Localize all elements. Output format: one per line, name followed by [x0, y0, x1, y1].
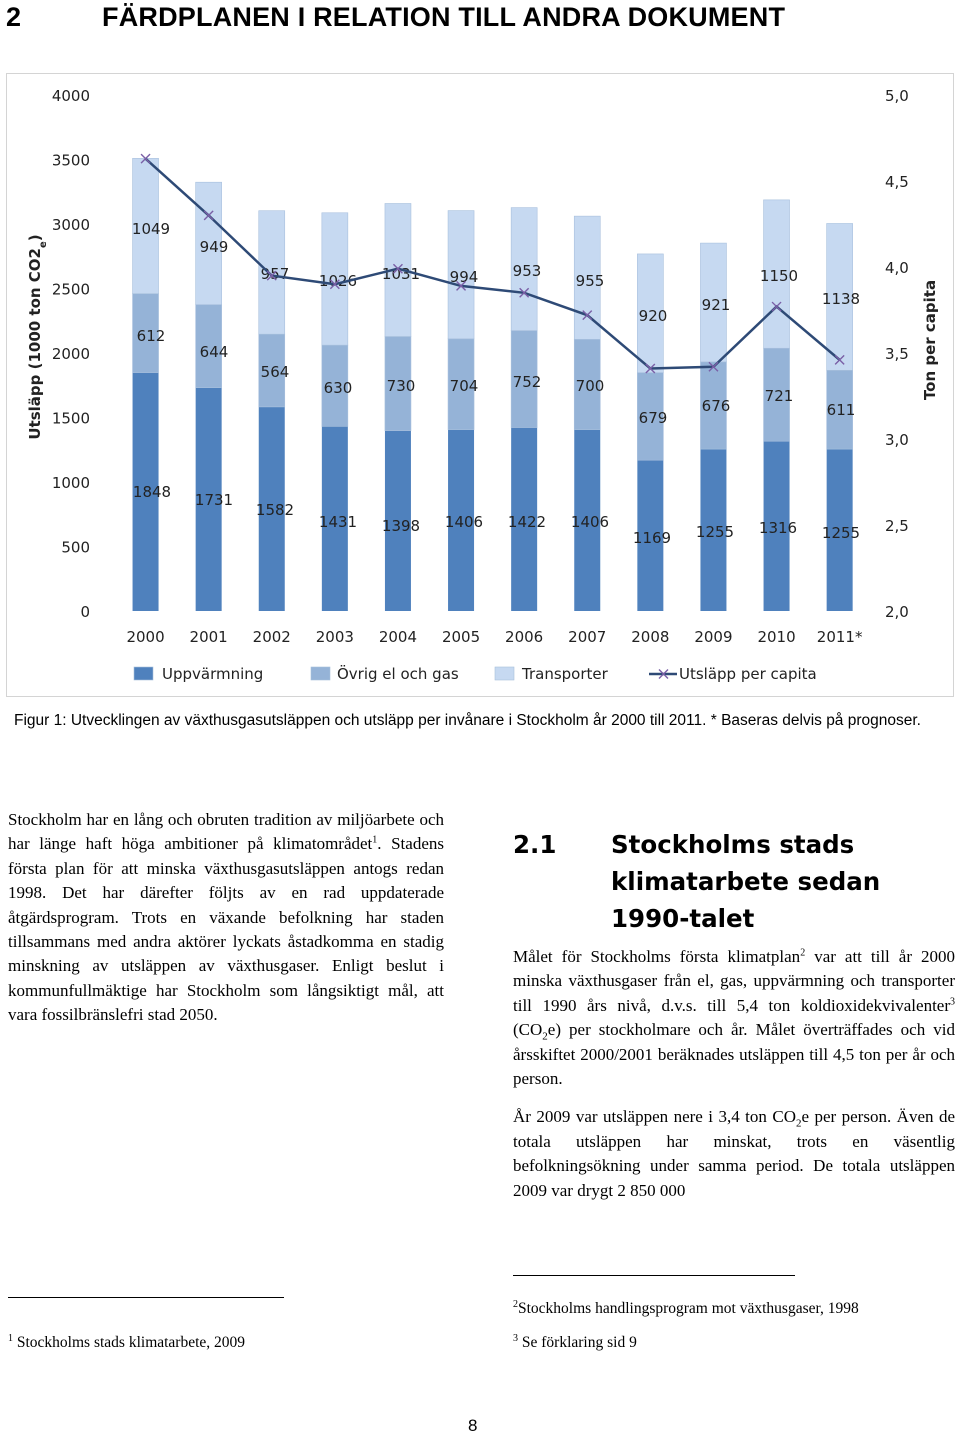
footnote-ref[interactable]: 1: [372, 834, 378, 846]
data-label: 1431: [318, 513, 358, 531]
data-label: 1422: [507, 513, 547, 531]
page-number: 8: [468, 1416, 478, 1435]
data-label: 1026: [318, 272, 358, 290]
data-label: 1316: [758, 519, 798, 537]
y2-tick-label: 3,0: [885, 431, 909, 449]
data-label: 644: [199, 343, 229, 361]
data-label: 1031: [381, 265, 421, 283]
data-label: 1731: [194, 491, 234, 509]
data-label: 1398: [381, 517, 421, 535]
y2-tick-label: 2,5: [885, 517, 909, 535]
y2-tick-label: 2,0: [885, 603, 909, 621]
y-axis-title: Utsläpp (1000 ton $CO2_e$): [26, 234, 49, 440]
x-tick-label: 2010: [757, 628, 796, 646]
data-label: 1169: [632, 529, 672, 547]
data-label: 994: [449, 268, 479, 286]
legend-label: Utsläpp per capita: [679, 665, 817, 683]
data-label: 1150: [759, 267, 799, 285]
x-tick-label: 2003: [315, 628, 354, 646]
chart-frame: [6, 73, 954, 697]
legend-label: Övrig el och gas: [337, 665, 459, 683]
legend-swatch: [495, 667, 514, 680]
data-label: 1049: [131, 220, 171, 238]
data-label: 921: [701, 296, 731, 314]
data-label: 704: [449, 377, 479, 395]
data-label: 752: [512, 373, 542, 391]
left-paragraph: Stockholm har en lång och obruten tradition av miljöarbete och har länge haft höga ambitioner på klimatområdet$^1$. Stadens första plan för att minska växthusgasutsläppen antogs redan 1998. Det har därefter följts av en rad uppdaterade åtgärdsprogram. Trots en växande befolkning har staden tillsammans med andra aktörer lyckats åstadkomma en stadig minskning av utsläppen av växthusgaser. Enligt beslut i kommunfullmäktige har Stockholm som långsiktigt mål, att vara fossilbränslefri stad 2050.: [8, 810, 444, 1025]
per-capita-line: [146, 159, 840, 369]
data-label: 953: [512, 262, 542, 280]
footnote-2: $^2$Stockholms handlingsprogram mot växthusgaser, 1998: [513, 1298, 859, 1317]
right-paragraph-1: Målet för Stockholms första klimatplan$^2$ var att till år 2000 minska växthusgaser från el, gas, uppvärmning och transporter till 1990 års nivå, d.v.s. till 5,4 ton koldioxidekvivalenter$^3$ $(CO_2e)$ per stockholmare och år. Målet överträffades och vid årsskiftet 2000/2001 beräknades utsläppen till 4,5 ton per år och person.: [513, 947, 955, 1089]
x-tick-label: 2011*: [816, 628, 863, 646]
y-tick-label: 2000: [51, 345, 90, 363]
footnote-rule-right: [513, 1275, 795, 1276]
data-label: 730: [386, 377, 416, 395]
legend-label: Transporter: [522, 665, 608, 683]
data-label: 611: [826, 401, 856, 419]
right-paragraph-2: År 2009 var utsläppen nere i 3,4 ton $CO_2e$ per person. Även de totala utsläppen har minskat, trots en väsentlig befolkningsökning under samma period. De totala utsläppen 2009 var drygt 2 850 000: [513, 1107, 955, 1200]
data-label: 679: [638, 409, 668, 427]
x-tick-label: 2009: [694, 628, 733, 646]
y-tick-label: 1500: [51, 409, 90, 428]
data-label: 1255: [821, 524, 861, 542]
footnote-3: $^3$ Se förklaring sid 9: [513, 1332, 637, 1351]
y2-axis-title: Ton per capita: [921, 279, 939, 401]
footnote-1: $^1$ Stockholms stads klimatarbete, 2009: [8, 1332, 246, 1351]
data-label: 1406: [444, 513, 484, 531]
y-tick-label: 1000: [51, 474, 90, 492]
subsection-title: Stockholms stads klimatarbete sedan 1990-talet: [611, 830, 881, 933]
x-tick-label: 2001: [189, 628, 228, 646]
x-tick-label: 2006: [505, 628, 544, 646]
data-label: 612: [136, 327, 166, 345]
y2-tick-label: 5,0: [885, 87, 909, 105]
right-column: [513, 945, 955, 1203]
heading-title: FÄRDPLANEN I RELATION TILL ANDRA DOKUMENT: [102, 2, 786, 32]
x-tick-label: 2005: [441, 628, 481, 646]
heading-number: 2: [6, 2, 22, 32]
data-label: 1255: [695, 523, 735, 541]
x-tick-label: 2000: [126, 628, 165, 646]
y-tick-label: 2500: [51, 280, 90, 299]
legend-swatch: [134, 667, 153, 680]
x-tick-label: 2004: [378, 628, 418, 646]
y2-tick-label: 3,5: [885, 345, 909, 363]
y2-tick-label: 4,5: [885, 173, 909, 191]
y-tick-label: 0: [80, 603, 90, 621]
legend-swatch: [311, 667, 330, 680]
footnote-rule-left: [8, 1297, 284, 1298]
subsection-number: 2.1: [513, 830, 557, 859]
data-label: 957: [260, 265, 290, 283]
data-label: 920: [638, 307, 668, 325]
y2-tick-label: 4,0: [885, 259, 909, 277]
y-tick-label: 4000: [51, 87, 90, 105]
data-label: 949: [199, 238, 229, 256]
data-label: 955: [575, 272, 605, 290]
data-label: 564: [260, 363, 290, 381]
data-label: 700: [575, 377, 605, 395]
emissions-chart: [7, 74, 953, 696]
data-label: 630: [323, 379, 353, 397]
y-tick-label: 500: [61, 538, 90, 557]
y-tick-label: 3000: [51, 216, 90, 234]
x-tick-label: 2007: [568, 628, 607, 646]
footnote-ref[interactable]: 2: [800, 947, 806, 959]
data-label: 1406: [570, 513, 610, 531]
data-label: 721: [764, 387, 794, 405]
x-tick-label: 2008: [631, 628, 670, 646]
x-tick-label: 2002: [252, 628, 291, 646]
section-heading: [0, 0, 960, 40]
footnote-ref[interactable]: 3: [950, 996, 955, 1008]
legend-label: Uppvärmning: [162, 665, 264, 683]
figure-caption: Figur 1: Utvecklingen av växthusgasutsläppen och utsläpp per invånare i Stockholm år 2000 till 2011. * Baseras delvis på prognoser.: [14, 712, 921, 729]
y-tick-label: 3500: [51, 151, 90, 170]
data-label: 1582: [255, 501, 295, 519]
data-label: 1138: [821, 290, 861, 308]
data-label: 1848: [132, 483, 172, 501]
data-label: 676: [701, 397, 731, 415]
left-column: [8, 808, 444, 1028]
